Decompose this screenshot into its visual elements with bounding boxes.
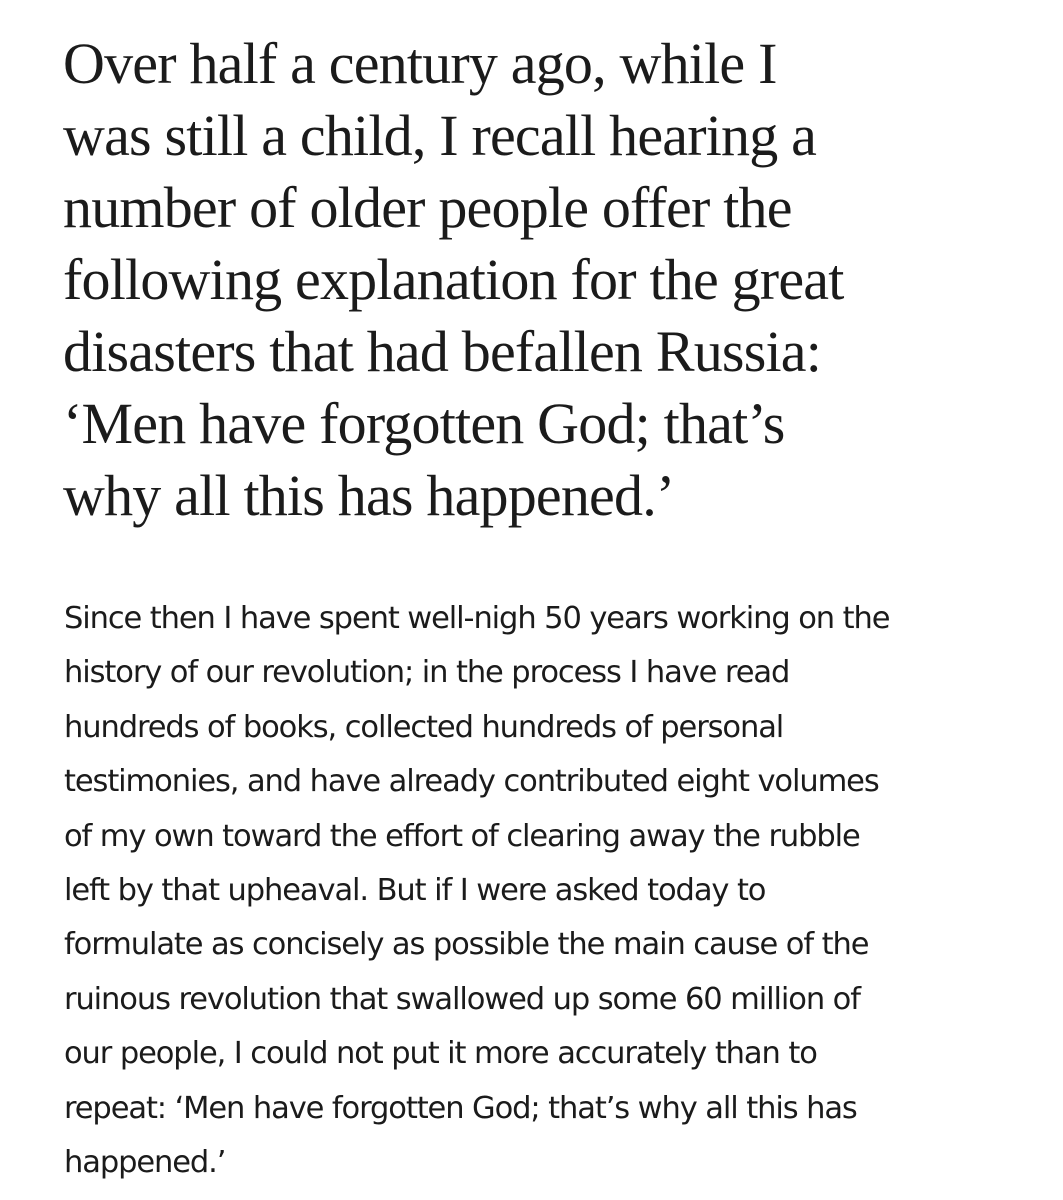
pull-quote-line: following explanation for the great — [63, 247, 844, 312]
body-paragraph-line: repeat: ‘Men have forgotten God; that’s why all this has — [64, 1090, 857, 1126]
body-paragraph-line: of my own toward the effort of clearing away the rubble — [64, 818, 860, 854]
body-paragraph-line: ruinous revolution that swallowed up some 60 million of — [64, 981, 860, 1017]
pull-quote-line: number of older people offer the — [63, 175, 792, 240]
body-paragraph-line: history of our revolution; in the process I have read — [64, 655, 790, 691]
pull-quote-line: disasters that had befallen Russia: — [63, 319, 822, 384]
pull-quote-line: Over half a century ago, while I — [63, 31, 777, 96]
body-paragraph-line: Since then I have spent well-nigh 50 years working on the — [64, 601, 890, 636]
body-paragraph-line: formulate as concisely as possible the main cause of the — [64, 927, 869, 963]
pull-quote — [63, 28, 1038, 532]
body-paragraph — [64, 592, 1024, 1190]
pull-quote-line: why all this has happened.’ — [63, 463, 675, 528]
pull-quote-line: ‘Men have forgotten God; that’s — [63, 391, 785, 456]
body-paragraph-line: hundreds of books, collected hundreds of personal — [64, 709, 784, 745]
pull-quote-line: was still a child, I recall hearing a — [63, 103, 817, 168]
body-paragraph-line: left by that upheaval. But if I were asked today to — [64, 873, 766, 909]
body-paragraph-line: our people, I could not put it more accurately than to — [64, 1036, 817, 1072]
body-paragraph-line: happened.’ — [64, 1145, 226, 1181]
body-paragraph-line: testimonies, and have already contributed eight volumes — [64, 764, 879, 800]
